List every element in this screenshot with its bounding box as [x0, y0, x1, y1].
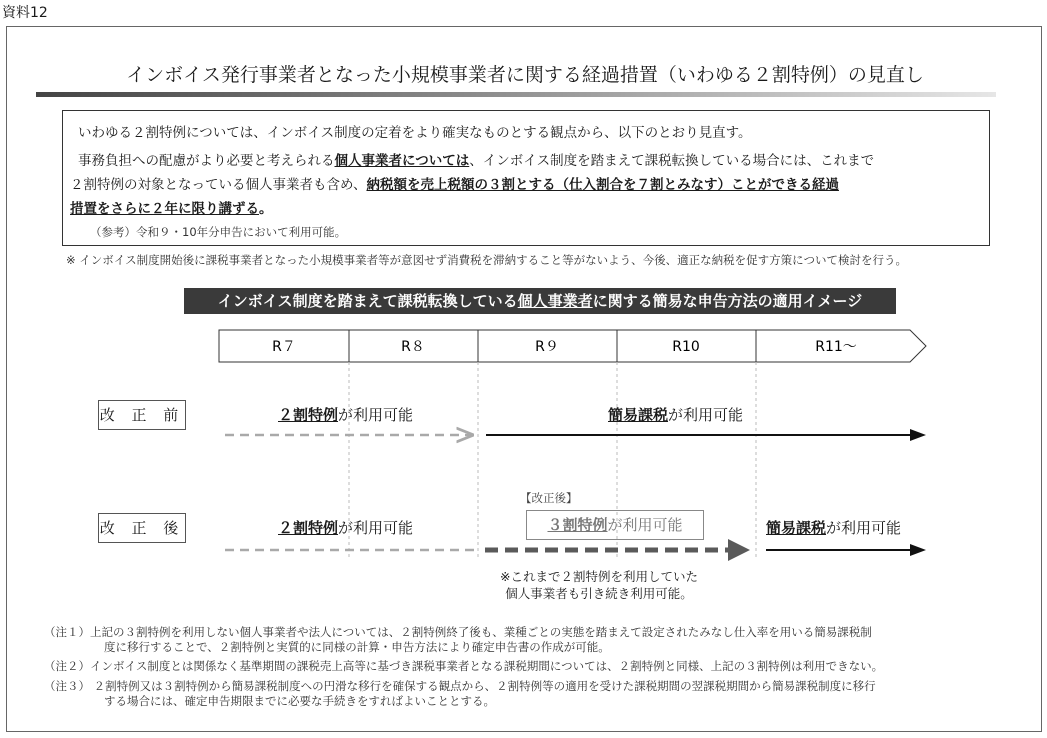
- after-left-post: が利用可能: [338, 519, 414, 537]
- period-label-r10: R10: [672, 339, 700, 355]
- page-title: インボイス発行事業者となった小規模事業者に関する経過措置（いわゆる２割特例）の見直し: [126, 64, 924, 86]
- footnote-3-line-2: する場合には、確定申告期限までに必要な手続きをすればよいこととする。: [104, 694, 495, 708]
- period-label-r7: R７: [272, 339, 296, 355]
- asterisk-note: ※ インボイス制度開始後に課税事業者となった小規模事業者等が意図せず消費税を滞納すること等がないよう、今後、適正な納税を促す方策について検討を行う。: [66, 253, 907, 267]
- after-mid-post: が利用可能: [607, 516, 683, 534]
- summary-line-4-emph: 措置をさらに２年に限り講ずる: [70, 201, 259, 217]
- before-left-text: [278, 404, 413, 425]
- after-note-line-2: 個人事業者も引き続き利用可能。: [505, 586, 693, 601]
- summary-line-2-post: 、インボイス制度を踏まえて課税転換している場合には、これまで: [469, 153, 875, 169]
- before-right-emph: 簡易課税: [608, 406, 669, 424]
- after-note: [500, 568, 698, 602]
- summary-line-4-post: 。: [259, 201, 273, 217]
- document-label: 資料12: [2, 5, 48, 21]
- after-right-emph: 簡易課税: [766, 519, 827, 537]
- before-left-emph: ２割特例: [278, 406, 339, 424]
- after-revision-label: 改 正 後: [98, 513, 186, 543]
- period-label-r9: R９: [535, 339, 559, 355]
- footnote-2: （注２）インボイス制度とは関係なく基準期間の課税売上高等に基づき課税事業者となる課税期間については、２割特例と同様、上記の３割特例は利用できない。: [44, 659, 884, 673]
- before-left-post: が利用可能: [338, 406, 414, 424]
- footnote-1-line-1: （注１）上記の３割特例を利用しない個人事業者や法人については、２割特例終了後も、業種ごとの実態を踏まえて設定されたみなし仕入率を用いる簡易課税制: [44, 625, 872, 639]
- footnote-1-line-2: 度に移行することで、２割特例と実質的に同様の計算・申告方法により確定申告書の作成が可能。: [104, 640, 610, 654]
- after-note-line-1: ※これまで２割特例を利用していた: [500, 569, 698, 584]
- three-tenths-special-box: [526, 510, 704, 540]
- after-arrowhead: [910, 544, 926, 556]
- reference-note: （参考）令和９・10年分申告において利用可能。: [90, 225, 347, 239]
- after-left-text: [278, 517, 413, 538]
- after-bold-arrowhead: [728, 539, 750, 561]
- summary-line-2-pre: 事務負担への配慮がより必要と考えられる: [78, 153, 335, 169]
- banner-pre: インボイス制度を踏まえて課税転換している: [217, 292, 518, 310]
- footnote-3-line-1: （注３） ２割特例又は３割特例から簡易課税制度への円滑な移行を確保する観点から、２割特例等の適用を受けた課税期間の翌課税期間から簡易課税制度に移行: [44, 679, 876, 693]
- before-revision-label: 改 正 前: [98, 400, 186, 430]
- summary-line-3-emph: 納税額を売上税額の３割とする（仕入割合を７割とみなす）ことができる経過: [366, 177, 839, 193]
- summary-line-2-emph: 個人事業者については: [334, 153, 470, 169]
- before-right-post: が利用可能: [668, 406, 744, 424]
- summary-line-3-pre: ２割特例の対象となっている個人事業者も含め、: [70, 177, 367, 193]
- after-left-emph: ２割特例: [278, 519, 339, 537]
- banner-emph: 個人事業者: [517, 292, 593, 310]
- after-right-text: [766, 517, 901, 538]
- period-label-r8: R８: [401, 339, 425, 355]
- period-label-r11: R11～: [815, 339, 857, 355]
- before-right-text: [608, 404, 743, 425]
- revision-tag: 【改正後】: [520, 491, 578, 505]
- banner-post: に関する簡易な申告方法の適用イメージ: [592, 292, 863, 310]
- after-mid-emph: ３割特例: [547, 516, 608, 534]
- before-arrowhead: [910, 429, 926, 441]
- summary-line-1: いわゆる２割特例については、インボイス制度の定着をより確実なものとする観点から、以下のとおり見直す。: [78, 125, 752, 141]
- after-right-post: が利用可能: [826, 519, 902, 537]
